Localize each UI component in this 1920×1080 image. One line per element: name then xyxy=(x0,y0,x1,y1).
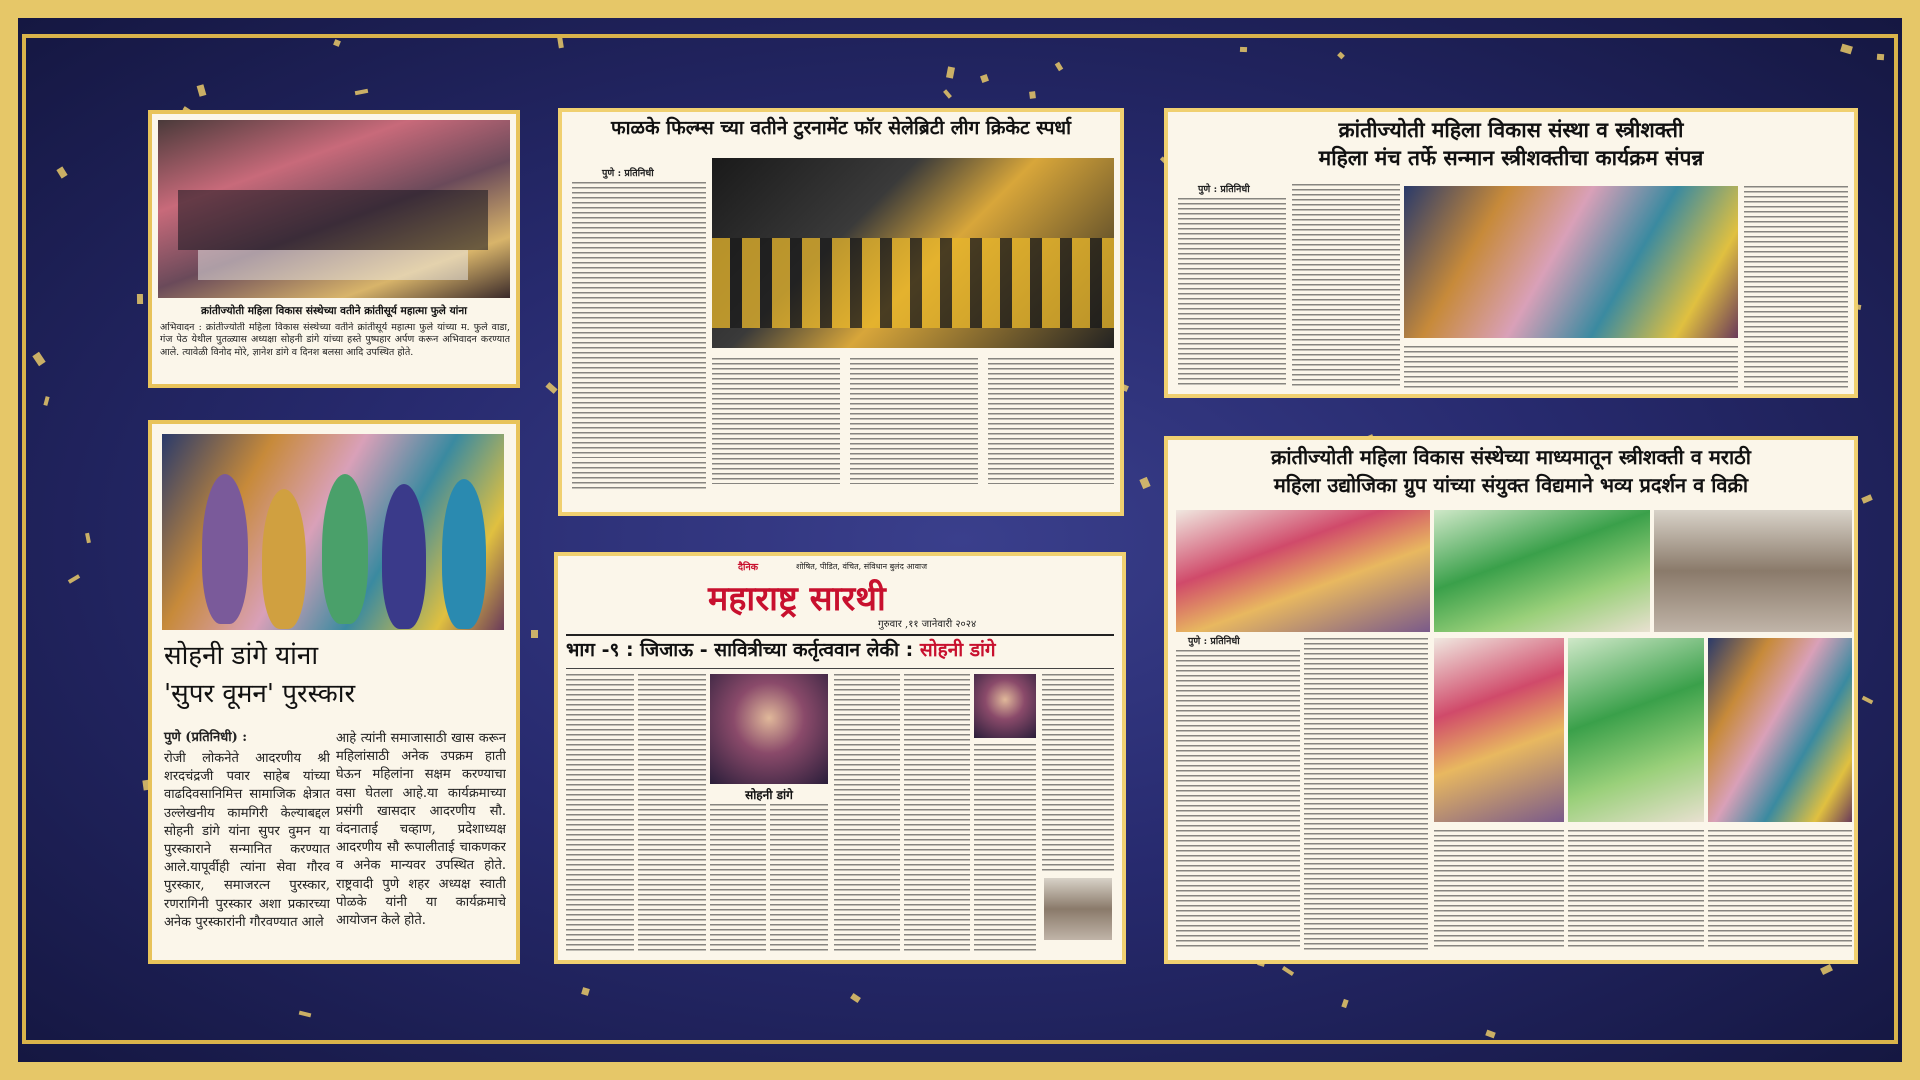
clip1-body: अभिवादन : क्रांतीज्योती महिला विकास संस्थेच्या वतीने क्रांतीसूर्य महात्मा फुले यांच्या म. फुले वाडा, गंज पेठ येथील पुतळ्यास अध्यक्षा सोहनी डांगे यांच्या हस्ते पुष्पहार अर्पण करून अभिवादन करण्यात आले. त्यावेळी विनोद मोरे, ज्ञानेश डांगे व दिनश बलसा आदि उपस्थित होते. xyxy=(160,322,510,358)
clip4-title-1: सोहनी डांगे यांना xyxy=(164,641,319,671)
clip2-column-left xyxy=(572,182,706,458)
confetti-piece xyxy=(56,166,67,178)
clip4-title-2: 'सुपर वूमन' पुरस्कार xyxy=(164,679,356,709)
confetti-piece xyxy=(1029,91,1036,99)
clip5-column-5 xyxy=(834,674,900,954)
confetti-piece xyxy=(1862,696,1874,705)
small-portrait xyxy=(974,674,1036,738)
confetti-piece xyxy=(1341,999,1348,1008)
clip6-column-5 xyxy=(1708,830,1852,950)
group-photo xyxy=(158,120,510,298)
clip3-column-1 xyxy=(1178,198,1286,388)
confetti-piece xyxy=(557,37,564,49)
exhibition-photo-4 xyxy=(1434,638,1564,822)
clip6-column-3 xyxy=(1434,830,1564,950)
confetti-piece xyxy=(1485,1030,1496,1039)
masthead-date: गुरुवार ,११ जानेवारी २०२४ xyxy=(878,619,977,630)
confetti-piece xyxy=(32,352,45,366)
clip5-headline-red: सोहनी डांगे xyxy=(919,639,996,661)
confetti-piece xyxy=(946,66,955,78)
confetti-piece xyxy=(581,987,590,996)
confetti-piece xyxy=(943,89,952,98)
clip2-column-left-bottom xyxy=(572,462,706,490)
clip2-column-3 xyxy=(850,358,978,484)
confetti-piece xyxy=(333,39,341,47)
clip4-col2: आहे त्यांनी समाजासाठी खास करून महिलांसाठी अनेक उपक्रम हाती घेऊन महिलांना सक्षम करण्याचा वसा घेतला आहे.या कार्यक्रमाच्या प्रसंगी खासदार आदरणीय सौ. वंदनाताई चव्हाण, प्रदेशाध्यक्ष आदरणीय सौ रूपालीताई चाकणकर व अनेक मान्यवर उपस्थित होते. राष्ट्रवादी पुणे शहर अध्यक्ष स्वाती पोळके यांनी या कार्यक्रमाचे आयोजन केले होते. xyxy=(336,731,506,928)
clip2-column-4 xyxy=(988,358,1114,484)
clip6-column-2 xyxy=(1304,638,1428,950)
clip5-column-6 xyxy=(904,674,970,954)
clip3-headline-2: महिला मंच तर्फे सन्मान स्त्रीशक्तीचा कार्यक्रम संपन्न xyxy=(1318,146,1704,170)
clip-exhibition xyxy=(1164,436,1858,964)
clip5-column-4 xyxy=(770,804,828,954)
masthead-title: महाराष्ट्र सारथी xyxy=(708,579,886,619)
clip-streeshakti-sanman xyxy=(1164,108,1858,398)
confetti-piece xyxy=(850,993,861,1003)
clip-phule-tribute xyxy=(148,110,520,388)
clip5-column-2 xyxy=(638,674,706,954)
exhibition-photo-3 xyxy=(1654,510,1852,632)
clip6-byline: पुणे : प्रतिनिधी xyxy=(1188,636,1240,647)
clip3-column-3 xyxy=(1404,346,1738,388)
confetti-piece xyxy=(1840,44,1853,55)
clip1-caption: क्रांतीज्योती महिला विकास संस्थेच्या वतीने क्रांतीसूर्य महात्मा फुले यांना xyxy=(201,305,467,317)
confetti-piece xyxy=(1820,964,1833,975)
confetti-piece xyxy=(1282,966,1294,976)
elder-portrait xyxy=(1044,878,1112,940)
clip3-column-4 xyxy=(1744,186,1848,388)
confetti-piece xyxy=(137,294,143,304)
confetti-piece xyxy=(980,74,989,83)
confetti-piece xyxy=(197,84,207,97)
cricket-team-photo xyxy=(712,158,1114,348)
confetti-piece xyxy=(68,574,80,584)
sohani-portrait xyxy=(710,674,828,784)
exhibition-photo-5 xyxy=(1568,638,1704,822)
award-photo xyxy=(162,434,504,630)
clip2-column-2 xyxy=(712,358,840,484)
clip6-headline-2: महिला उद्योजिका ग्रुप यांच्या संयुक्त विद्यमाने भव्य प्रदर्शन व विक्री xyxy=(1273,473,1749,497)
clip6-column-1 xyxy=(1176,650,1300,950)
clip6-column-4 xyxy=(1568,830,1704,950)
masthead-small: दैनिक xyxy=(738,562,759,573)
confetti-piece xyxy=(1055,62,1063,71)
clip5-column-1 xyxy=(566,674,634,954)
clip5-column-8 xyxy=(1042,674,1114,874)
exhibition-photo-1 xyxy=(1176,510,1430,632)
clip5-column-3 xyxy=(710,804,766,954)
clip3-byline: पुणे : प्रतिनिधी xyxy=(1198,184,1250,195)
clip3-column-2 xyxy=(1292,184,1400,388)
clip5-headline xyxy=(566,640,1118,662)
clip3-headline-1: क्रांतीज्योती महिला विकास संस्था व स्त्रीशक्ती xyxy=(1338,118,1684,142)
clip-super-woman xyxy=(148,420,520,964)
clip5-headline-black: भाग -९ : जिजाऊ - सावित्रीच्या कर्तृत्ववान लेकी : xyxy=(566,639,914,661)
clip-phalke-cricket xyxy=(558,108,1124,516)
clip4-col1: रोजी लोकनेते आदरणीय श्री शरदचंद्रजी पवार साहेब यांच्या वाढदिवसानिमित्त सामाजिक क्षेत्रात उल्लेखनीय कामगिरी केल्याबद्दल सोहनी डांगे यांना सुपर वुमन या पुरस्काराने सन्मानित करण्यात आले.यापूर्वीही त्यांना सेवा गौरव पुरस्कार, समाजरत्न पुरस्कार, रणरागिनी पुरस्कार अशा प्रकारच्या अनेक पुरस्कारांनी गौरवण्यात आले xyxy=(164,751,330,930)
confetti-piece xyxy=(1861,494,1873,503)
confetti-piece xyxy=(43,396,49,406)
clip2-byline: पुणे : प्रतिनिधी xyxy=(602,168,654,179)
clip2-headline: फाळके फिल्म्स च्या वतीने टुरनामेंट फॉर सेलेब्रिटी लीग क्रिकेट स्पर्धा xyxy=(610,117,1072,139)
confetti-piece xyxy=(1240,47,1247,52)
portrait-caption: सोहनी डांगे xyxy=(745,788,793,802)
confetti-piece xyxy=(85,533,91,544)
clip-maharashtra-sarathi xyxy=(554,552,1126,964)
confetti-piece xyxy=(1139,477,1150,489)
exhibition-photo-6 xyxy=(1708,638,1852,822)
clip5-column-7 xyxy=(974,744,1036,954)
confetti-piece xyxy=(1877,54,1884,60)
masthead-tagline: शोषित, पीडित, वंचित, संविधान बुलंद आवाज xyxy=(796,562,928,571)
clip6-headline-1: क्रांतीज्योती महिला विकास संस्थेच्या माध्यमातून स्त्रीशक्ती व मराठी xyxy=(1271,445,1751,469)
confetti-piece xyxy=(1337,52,1345,60)
confetti-piece xyxy=(545,382,557,394)
auditorium-photo xyxy=(1404,186,1738,338)
exhibition-photo-2 xyxy=(1434,510,1650,632)
confetti-piece xyxy=(531,630,538,638)
clip4-byline: पुणे (प्रतिनिधी) : xyxy=(164,730,248,745)
confetti-piece xyxy=(299,1011,312,1018)
confetti-piece xyxy=(355,89,369,95)
